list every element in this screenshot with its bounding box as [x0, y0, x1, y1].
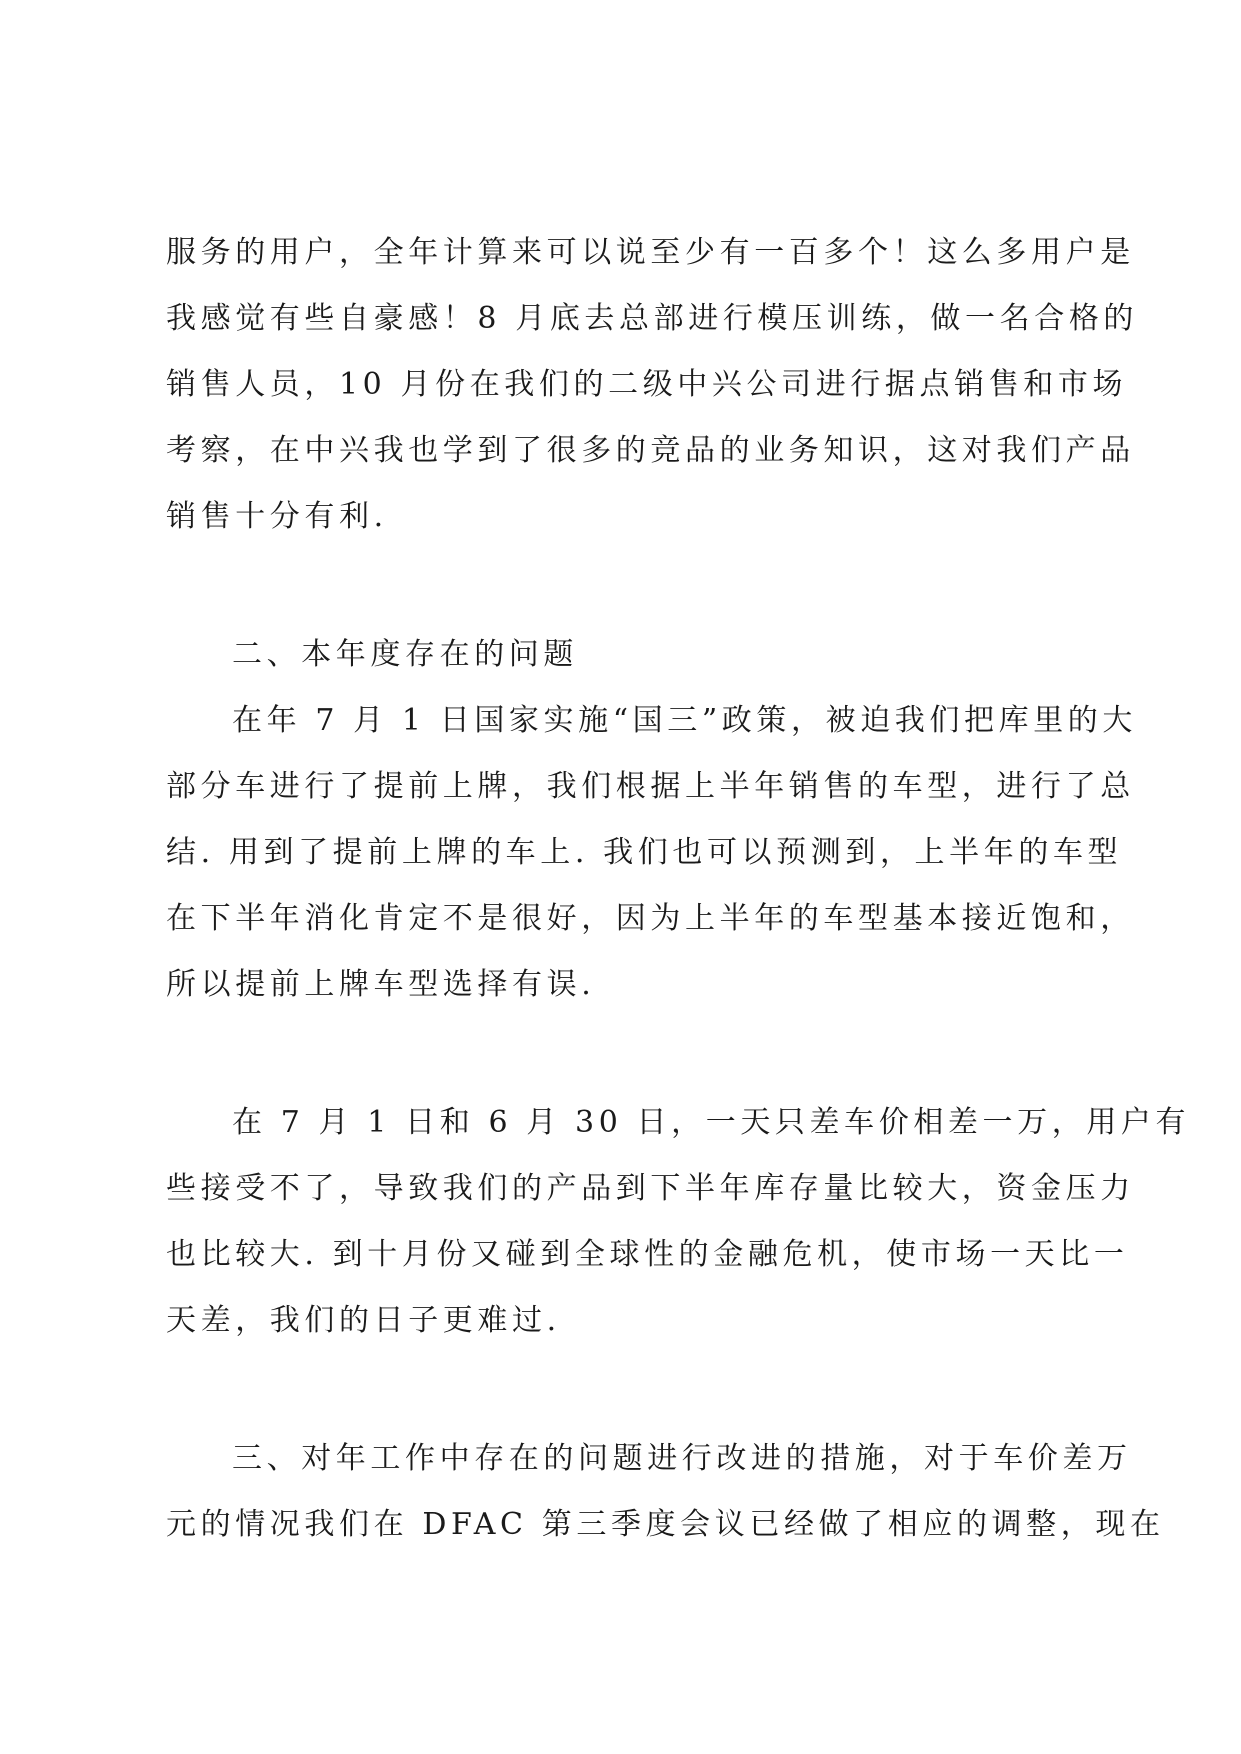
paragraph-gap: [166, 1354, 1101, 1426]
text-line: 所以提前上牌车型选择有误.: [166, 967, 596, 1002]
text-line: 在 7 月 1 日和 6 月 30 日，一天只差车价相差一万，用户有: [232, 1105, 1191, 1140]
text-line: 销售人员，10 月份在我们的二级中兴公司进行据点销售和市场: [166, 367, 1128, 402]
paragraph-gap: [166, 1018, 1101, 1090]
section-heading: 二、本年度存在的问题: [232, 637, 578, 672]
text-line: 服务的用户，全年计算来可以说至少有一百多个！这么多用户是: [166, 235, 1135, 270]
paragraph-price-difference: [166, 1090, 1191, 1354]
text-line: 也比较大. 到十月份又碰到全球性的金融危机，使市场一天比一: [166, 1237, 1129, 1272]
text-line: 些接受不了，导致我们的产品到下半年库存量比较大，资金压力: [166, 1171, 1135, 1206]
section-heading: 三、对年工作中存在的问题进行改进的措施，对于车价差万: [232, 1441, 1132, 1476]
section-three-measures: [166, 1426, 1165, 1558]
paragraph-service-users: [166, 220, 1139, 550]
paragraph-gap: [166, 550, 1101, 622]
text-line: 在年 7 月 1 日国家实施“国三”政策，被迫我们把库里的大: [232, 703, 1137, 738]
text-line: 部分车进行了提前上牌，我们根据上半年销售的车型，进行了总: [166, 769, 1135, 804]
text-line: 天差，我们的日子更难过.: [166, 1303, 561, 1338]
text-line: 我感觉有些自豪感！8 月底去总部进行模压训练，做一名合格的: [166, 301, 1139, 336]
text-line: 在下半年消化肯定不是很好，因为上半年的车型基本接近饱和，: [166, 901, 1135, 936]
text-line: 销售十分有利.: [166, 499, 388, 534]
text-line: 结. 用到了提前上牌的车上. 我们也可以预测到，上半年的车型: [166, 835, 1123, 870]
document-body: [166, 220, 1191, 1558]
section-two-problems: [166, 622, 1137, 1018]
text-line: 元的情况我们在 DFAC 第三季度会议已经做了相应的调整，现在: [166, 1507, 1165, 1542]
text-line: 考察，在中兴我也学到了很多的竞品的业务知识，这对我们产品: [166, 433, 1135, 468]
